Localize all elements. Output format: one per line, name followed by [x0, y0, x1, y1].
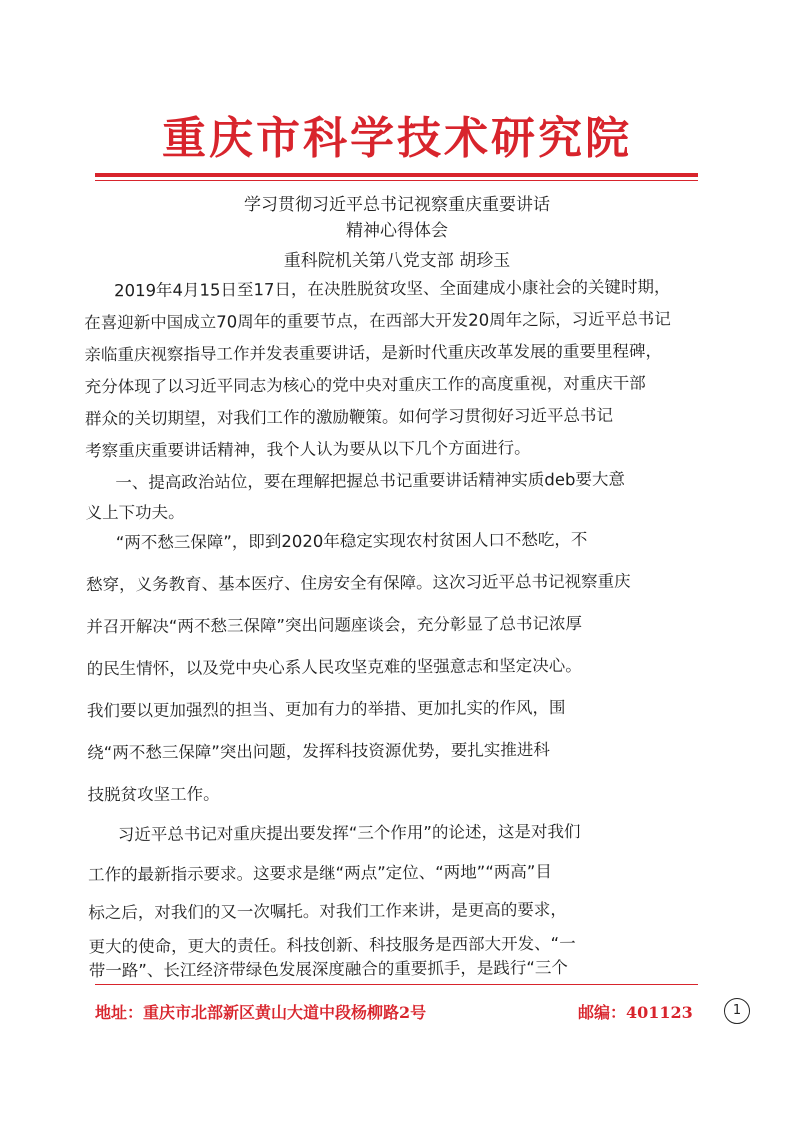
body-line: 技脱贫攻坚工作。 — [87, 784, 220, 805]
body-line: 并召开解决“两不愁三保障”突出问题座谈会，充分彰显了总书记浓厚 — [86, 613, 583, 637]
essay-author: 重科院机关第八党支部 胡珍玉 — [283, 251, 511, 271]
letterhead-rule-thin — [95, 180, 698, 181]
body-line: 2019年4月15日至17日，在决胜脱贫攻坚、全面建成小康社会的关键时期， — [113, 277, 671, 301]
body-line: 愁穿，义务教育、基本医疗、住房安全有保障。这次习近平总书记视察重庆 — [86, 571, 631, 595]
body-line: 习近平总书记对重庆提出要发挥“三个作用”的论述，这是对我们 — [117, 821, 581, 845]
body-line: 考察重庆重要讲话精神，我个人认为要从以下几个方面进行。 — [85, 438, 531, 461]
body-line: 充分体现了以习近平同志为核心的党中央对重庆工作的高度重视，对重庆干部 — [84, 373, 646, 397]
letterhead-rule-thick — [95, 173, 698, 177]
page-number: 1 — [724, 998, 750, 1024]
body-line: “两不愁三保障”，即到2020年稳定实现农村贫困人口不愁吃，不 — [115, 529, 588, 553]
body-line: 工作的最新指示要求。这要求是继“两点”定位、“两地”“两高”目 — [88, 862, 552, 885]
body-line: 一、提高政治站位，要在理解把握总书记重要讲话精神实质deb要大意 — [115, 469, 626, 493]
footer-postcode: 邮编：401123 — [578, 1003, 693, 1022]
footer-address: 地址：重庆市北部新区黄山大道中段杨柳路2号 — [95, 1003, 427, 1022]
body-line: 标之后，对我们的又一次嘱托。对我们工作来讲，是更高的要求， — [88, 900, 567, 923]
body-line: 我们要以更加强烈的担当、更加有力的举措、更加扎实的作风，围 — [86, 698, 566, 721]
body-line: 群众的关切期望，对我们工作的激励鞭策。如何学习贯彻好习近平总书记 — [84, 405, 613, 429]
letterhead-title: 重庆市科学技术研究院 — [162, 113, 632, 164]
body-line: 在喜迎新中国成立70周年的重要节点，在西部大开发20周年之际，习近平总书记 — [84, 309, 671, 333]
body-line: 带一路”、长江经济带绿色发展深度融合的重要抓手，是践行“三个 — [88, 958, 568, 981]
essay-title-line-1: 学习贯彻习近平总书记视察重庆重要讲话 — [244, 195, 550, 215]
body-line: 亲临重庆视察指导工作并发表重要讲话，是新时代重庆改革发展的重要里程碑， — [84, 341, 663, 365]
body-line: 义上下功夫。 — [85, 502, 185, 523]
essay-title-line-2: 精神心得体会 — [346, 221, 448, 241]
footer-rule — [95, 984, 698, 985]
body-line: 绕“两不愁三保障”突出问题，发挥科技资源优势，要扎实推进科 — [87, 740, 550, 763]
body-line: 更大的使命，更大的责任。科技创新、科技服务是西部大开发、“一 — [88, 934, 576, 957]
body-line: 的民生情怀，以及党中央心系人民攻坚克难的坚强意志和坚定决心。 — [86, 655, 582, 679]
